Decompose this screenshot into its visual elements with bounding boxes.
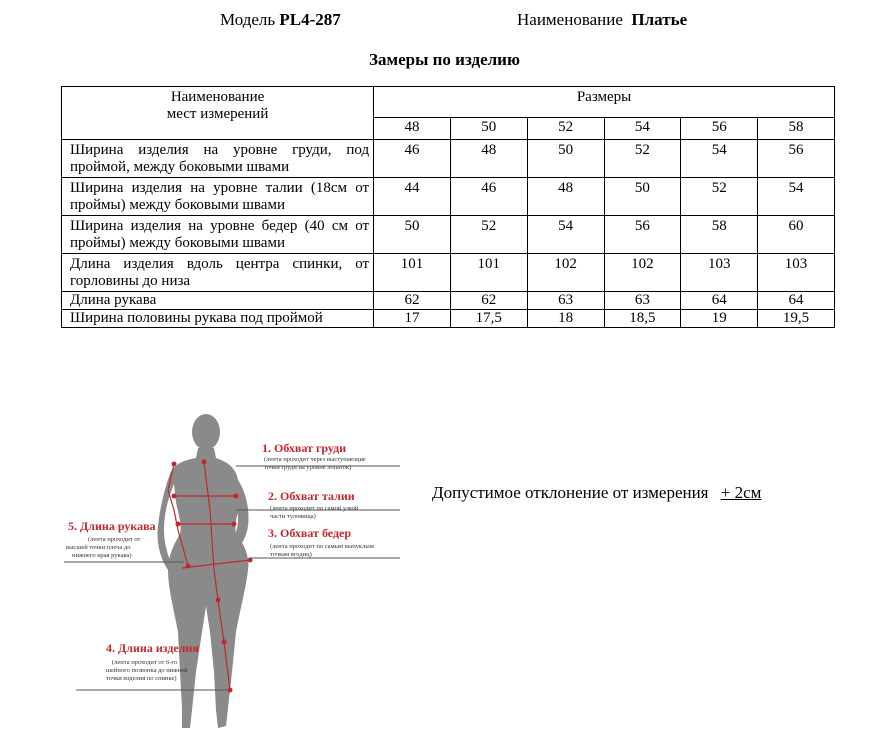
value-cell: 54 xyxy=(758,178,835,216)
value-cell: 63 xyxy=(604,292,681,310)
row-label: Длина рукава xyxy=(62,292,374,310)
value-cell: 101 xyxy=(374,254,451,292)
row-label: Ширина половины рукава под проймой xyxy=(62,310,374,328)
product-name-label: Наименование xyxy=(517,10,623,29)
callout-hips xyxy=(268,526,374,558)
sleeve-note: нижнего края рукава) xyxy=(72,552,132,559)
value-cell: 58 xyxy=(681,216,758,254)
value-cell: 63 xyxy=(527,292,604,310)
value-cell: 44 xyxy=(374,178,451,216)
value-cell: 52 xyxy=(604,140,681,178)
value-cell: 102 xyxy=(527,254,604,292)
value-cell: 52 xyxy=(450,216,527,254)
size-cell: 48 xyxy=(374,118,451,140)
value-cell: 62 xyxy=(450,292,527,310)
waist-title: 2. Обхват талии xyxy=(268,489,355,503)
value-cell: 60 xyxy=(758,216,835,254)
bust-note: (лента проходит через выступающие xyxy=(264,456,366,463)
table-row xyxy=(62,178,835,216)
hips-note: (лента проходит по самым выпуклым xyxy=(270,543,374,550)
length-note: (лента проходит от 6-го xyxy=(112,659,178,666)
model-label: Модель xyxy=(220,10,276,29)
value-cell: 103 xyxy=(681,254,758,292)
sizes-header: Размеры xyxy=(374,87,835,118)
waist-note: (лента проходит по самой узкой xyxy=(270,505,359,512)
callout-bust xyxy=(262,441,366,471)
value-cell: 18,5 xyxy=(604,310,681,328)
length-note: шейного позвонка до нижней xyxy=(106,667,188,674)
value-cell: 46 xyxy=(450,178,527,216)
value-cell: 64 xyxy=(681,292,758,310)
value-cell: 56 xyxy=(758,140,835,178)
value-cell: 19 xyxy=(681,310,758,328)
silhouette-head xyxy=(192,414,220,450)
hips-title: 3. Обхват бедер xyxy=(268,526,352,540)
waist-note: части туловища) xyxy=(270,513,316,520)
size-cell: 58 xyxy=(758,118,835,140)
value-cell: 102 xyxy=(604,254,681,292)
value-cell: 50 xyxy=(374,216,451,254)
model-value: PL4-287 xyxy=(279,10,341,29)
value-cell: 64 xyxy=(758,292,835,310)
measure-header-line1: Наименование xyxy=(170,89,265,105)
value-cell: 52 xyxy=(681,178,758,216)
tolerance-text: Допустимое отклонение от измерения xyxy=(432,483,709,502)
row-label: Ширина изделия на уровне груди, под проймой, между боковыми швами xyxy=(62,140,374,178)
row-label: Ширина изделия на уровне талии (18см от проймы) между боковыми швами xyxy=(62,178,374,216)
value-cell: 54 xyxy=(527,216,604,254)
value-cell: 17,5 xyxy=(450,310,527,328)
value-cell: 101 xyxy=(450,254,527,292)
product-name-value: Платье xyxy=(631,10,688,29)
value-cell: 54 xyxy=(681,140,758,178)
measure-column-header xyxy=(62,87,374,140)
table-row xyxy=(62,140,835,178)
bust-title: 1. Обхват груди xyxy=(262,441,347,455)
sleeve-note: (лента проходит от xyxy=(88,536,141,543)
table-row xyxy=(62,216,835,254)
bust-note: точки груди на уровне лопаток) xyxy=(264,464,352,471)
row-label: Ширина изделия на уровне бедер (40 см от проймы) между боковыми швами xyxy=(62,216,374,254)
value-cell: 18 xyxy=(527,310,604,328)
measure-header-line2: мест измерений xyxy=(166,106,269,122)
size-cell: 56 xyxy=(681,118,758,140)
callout-sleeve xyxy=(66,519,156,559)
row-label: Длина изделия вдоль центра спинки, от горловины до низа xyxy=(62,254,374,292)
value-cell: 48 xyxy=(527,178,604,216)
hips-note: точкам ягодиц) xyxy=(270,551,312,558)
value-cell: 50 xyxy=(527,140,604,178)
callout-waist xyxy=(268,489,359,520)
measurement-figure xyxy=(60,410,420,740)
sleeve-note: высшей точки плеча до xyxy=(66,544,131,551)
tolerance-note xyxy=(432,483,761,503)
table-row xyxy=(62,310,835,328)
measurements-table xyxy=(61,86,835,328)
length-note: точки изделия по спинке) xyxy=(106,675,177,682)
size-cell: 52 xyxy=(527,118,604,140)
value-cell: 48 xyxy=(450,140,527,178)
value-cell: 56 xyxy=(604,216,681,254)
model-header xyxy=(220,10,341,30)
tolerance-value: + 2см xyxy=(720,483,762,502)
size-cell: 50 xyxy=(450,118,527,140)
sleeve-title: 5. Длина рукава xyxy=(68,519,156,533)
size-cell: 54 xyxy=(604,118,681,140)
value-cell: 50 xyxy=(604,178,681,216)
value-cell: 19,5 xyxy=(758,310,835,328)
table-row xyxy=(62,292,835,310)
product-name-header xyxy=(517,10,687,30)
value-cell: 46 xyxy=(374,140,451,178)
value-cell: 17 xyxy=(374,310,451,328)
value-cell: 62 xyxy=(374,292,451,310)
length-title: 4. Длина изделия xyxy=(106,641,199,655)
value-cell: 103 xyxy=(758,254,835,292)
table-row xyxy=(62,254,835,292)
page-title: Замеры по изделию xyxy=(369,50,520,69)
